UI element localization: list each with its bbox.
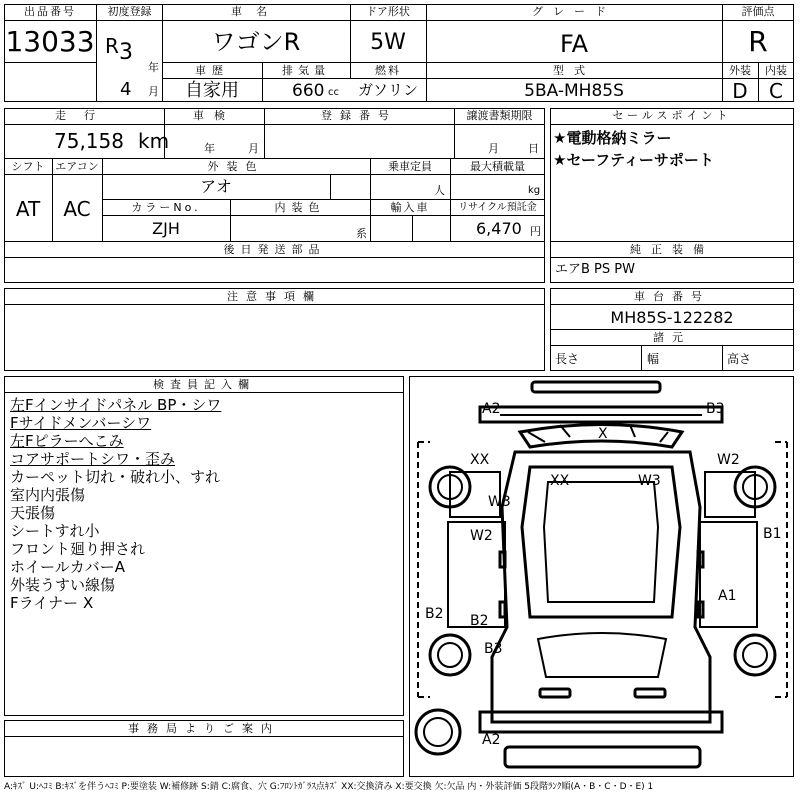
caution-label: 注意事項欄 (227, 290, 322, 303)
inspector-note: カーペット切れ・破れ小、すれ (10, 468, 221, 486)
car-name-label: 車名 (231, 5, 281, 18)
mark-left-rear-door: B2 (470, 613, 489, 629)
later-parts-label: 後日発送部品 (223, 243, 326, 256)
transfer-label: 譲渡書類期限 (466, 109, 533, 122)
mark-rear-bumper: A2 (482, 732, 501, 748)
year-unit: 年 (148, 61, 159, 74)
mark-front-left: A2 (482, 401, 501, 417)
mark-hood-right: W3 (638, 473, 661, 489)
mark-right-door: B1 (763, 526, 782, 542)
shift-label: シフト (11, 160, 45, 173)
width-label: 幅 (647, 352, 660, 366)
history-label: 車歴 (195, 64, 229, 77)
sales-item-2: ★セーフティーサポート (553, 151, 714, 169)
inspector-note: Fサイドメンバーシワ (10, 414, 152, 432)
mark-left-quarter: B2 (425, 606, 444, 622)
int-grade: C (769, 79, 783, 103)
specs-label: 諸元 (653, 331, 691, 344)
int-label: 内装 (765, 64, 787, 77)
mark-right-fender: W2 (717, 452, 740, 468)
mark-left-front-door: W3 (488, 494, 511, 510)
ext-color-label: 外装色 (207, 160, 265, 173)
lot-no-label: 出品番号 (24, 5, 76, 18)
chassis-no: MH85S-122282 (610, 308, 734, 327)
ext-grade: D (732, 79, 748, 103)
mark-left-door: W2 (470, 528, 493, 544)
height-label: 高さ (727, 352, 752, 366)
legend: A:ｷｽﾞ U:ﾍｺﾐ B:ｷｽﾞを伴うﾍｺﾐ P:要塗装 W:補修跡 S:錆 C:腐食、穴 G:ﾌﾛﾝﾄｶﾞﾗｽ点ｷｽﾞ XX:交換済み X:要交換 欠:欠品 内・外装評価 5段階ﾗﾝｸ順(A・B・C・D・E) 1 (4, 782, 654, 792)
chassis-label: 車台番号 (634, 290, 710, 303)
mark-front-right: B3 (706, 401, 725, 417)
length-label: 長さ (555, 352, 580, 366)
recycle-unit: 円 (530, 225, 541, 238)
inspector-note: コアサポートシワ・歪み (10, 450, 176, 468)
history: 自家用 (185, 80, 239, 101)
color-no-label: カラーNo. (131, 201, 201, 214)
inspector-label: 検査員記入欄 (153, 378, 255, 391)
inspector-note: ホイールカバーA (10, 558, 125, 576)
month-num: 4 (120, 79, 132, 100)
ext-color: アオ (200, 177, 232, 196)
inspector-note: フロント廻り押され (10, 540, 146, 558)
int-color-label: 内装色 (274, 201, 326, 214)
inspector-note: Fライナー X (10, 594, 94, 612)
recycle: 6,470 (476, 219, 522, 238)
mileage-label: 走行 (55, 109, 113, 122)
int-color-unit: 系 (356, 227, 367, 240)
era: R (105, 34, 119, 58)
mark-hood-left: XX (550, 473, 570, 489)
mileage: 75,158 (54, 129, 124, 153)
color-no: ZJH (152, 219, 180, 238)
insp-year-unit: 年 (204, 142, 215, 155)
mark-left-fender: XX (470, 452, 490, 468)
car-name: ワゴンR (211, 28, 301, 56)
ac: AC (63, 197, 91, 221)
import-label: 輸入車 (390, 201, 430, 214)
equipment-label: 純正装備 (630, 243, 714, 256)
door: 5W (370, 30, 406, 55)
shift: AT (15, 197, 41, 221)
door-label: ドア形状 (366, 5, 410, 18)
mark-right-quarter: A1 (718, 588, 737, 604)
month-unit: 月 (148, 85, 159, 98)
year-num: 3 (119, 40, 133, 65)
office-label: 事務局よりご案内 (128, 722, 280, 735)
displacement: 660 (292, 81, 325, 101)
max-load-label: 最大積載量 (470, 160, 525, 173)
fuel: ガソリン (357, 81, 418, 99)
equipment: エアB PS PW (555, 262, 635, 277)
mark-windshield: X (598, 426, 608, 442)
recycle-label: リサイクル預託金 (458, 202, 537, 213)
score: R (748, 25, 768, 58)
inspector-note: 左Fピラーへこみ (10, 432, 124, 450)
insp-month-unit: 月 (248, 142, 259, 155)
first-reg-label: 初度登録 (107, 5, 152, 18)
transfer-month-unit: 月 (488, 142, 499, 155)
mark-rear-left: B3 (484, 641, 503, 657)
inspection-label: 車検 (193, 109, 235, 122)
ext-label: 外装 (729, 64, 751, 77)
transfer-day-unit: 日 (528, 142, 539, 155)
inspector-note: 外装うすい線傷 (10, 576, 116, 594)
model-label: 型式 (553, 64, 595, 77)
damage-diagram (409, 376, 794, 777)
model: 5BA-MH85S (524, 81, 624, 101)
lot-no: 13033 (5, 25, 95, 58)
inspector-note: シートすれ小 (10, 522, 100, 540)
displacement-unit: cc (328, 87, 339, 98)
max-load-unit: kg (528, 185, 541, 196)
inspector-notes (10, 396, 221, 612)
inspector-note: 左Fインサイドパネル BP・シワ (10, 396, 222, 414)
mileage-unit: km (138, 129, 170, 153)
displacement-label: 排気量 (282, 64, 330, 77)
inspector-note: 天張傷 (10, 504, 56, 522)
inspector-note: 室内内張傷 (10, 486, 86, 504)
fuel-label: 燃料 (375, 64, 401, 77)
grade: FA (559, 30, 589, 58)
grade-label: グレード (532, 5, 616, 18)
capacity-unit: 人 (434, 184, 445, 197)
capacity-label: 乗車定員 (388, 160, 432, 173)
score-label: 評価点 (741, 5, 775, 18)
reg-no-label: 登録番号 (321, 109, 397, 122)
sales-label: セールスポイント (612, 109, 732, 122)
sales-item-1: ★電動格納ミラー (553, 129, 672, 147)
ac-label: エアコン (55, 160, 99, 173)
